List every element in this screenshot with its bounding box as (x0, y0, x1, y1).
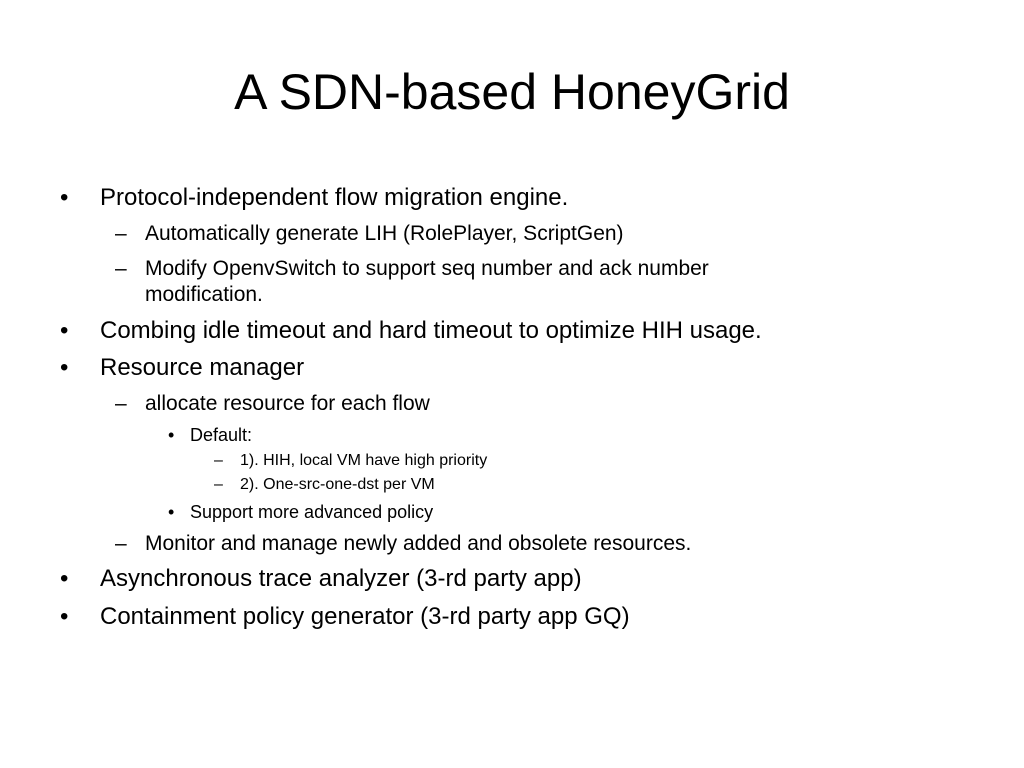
sub-sub-bullet-text: Support more advanced policy (190, 502, 434, 522)
bullet-text: Containment policy generator (3-rd party app GQ) (100, 603, 630, 630)
bullet-text: Protocol-independent flow migration engine. (100, 184, 569, 211)
bullet-marker: • (60, 354, 69, 381)
sub-bullet-text: Automatically generate LIH (RolePlayer, ScriptGen) (145, 222, 624, 245)
bullet-marker: • (60, 184, 69, 211)
slide-title: A SDN-based HoneyGrid (234, 64, 790, 120)
bullet-marker: • (60, 317, 69, 344)
bullet-marker: • (168, 425, 175, 445)
sub-bullet-text: allocate resource for each flow (145, 392, 430, 415)
level4-bullet-text: 2). One-src-one-dst per VM (240, 476, 435, 493)
dash-marker: – (214, 452, 223, 469)
bullet-marker: • (60, 603, 69, 630)
dash-marker: – (115, 392, 127, 415)
bullet-marker: • (168, 502, 175, 522)
sub-bullet-text: Monitor and manage newly added and obsolete resources. (145, 532, 692, 555)
level4-bullet-text: 1). HIH, local VM have high priority (240, 452, 488, 469)
dash-marker: – (214, 476, 223, 493)
bullet-text: Asynchronous trace analyzer (3-rd party app) (100, 565, 582, 592)
sub-sub-bullet-text: Default: (190, 425, 253, 445)
bullet-marker: • (60, 565, 69, 592)
sub-bullet-text: Modify OpenvSwitch to support seq number and ack number (145, 257, 709, 280)
dash-marker: – (115, 532, 127, 555)
dash-marker: – (115, 257, 127, 280)
sub-bullet-continuation: modification. (145, 283, 263, 306)
bullet-text: Combing idle timeout and hard timeout to optimize HIH usage. (100, 317, 762, 344)
dash-marker: – (115, 222, 127, 245)
bullet-text: Resource manager (100, 354, 305, 381)
